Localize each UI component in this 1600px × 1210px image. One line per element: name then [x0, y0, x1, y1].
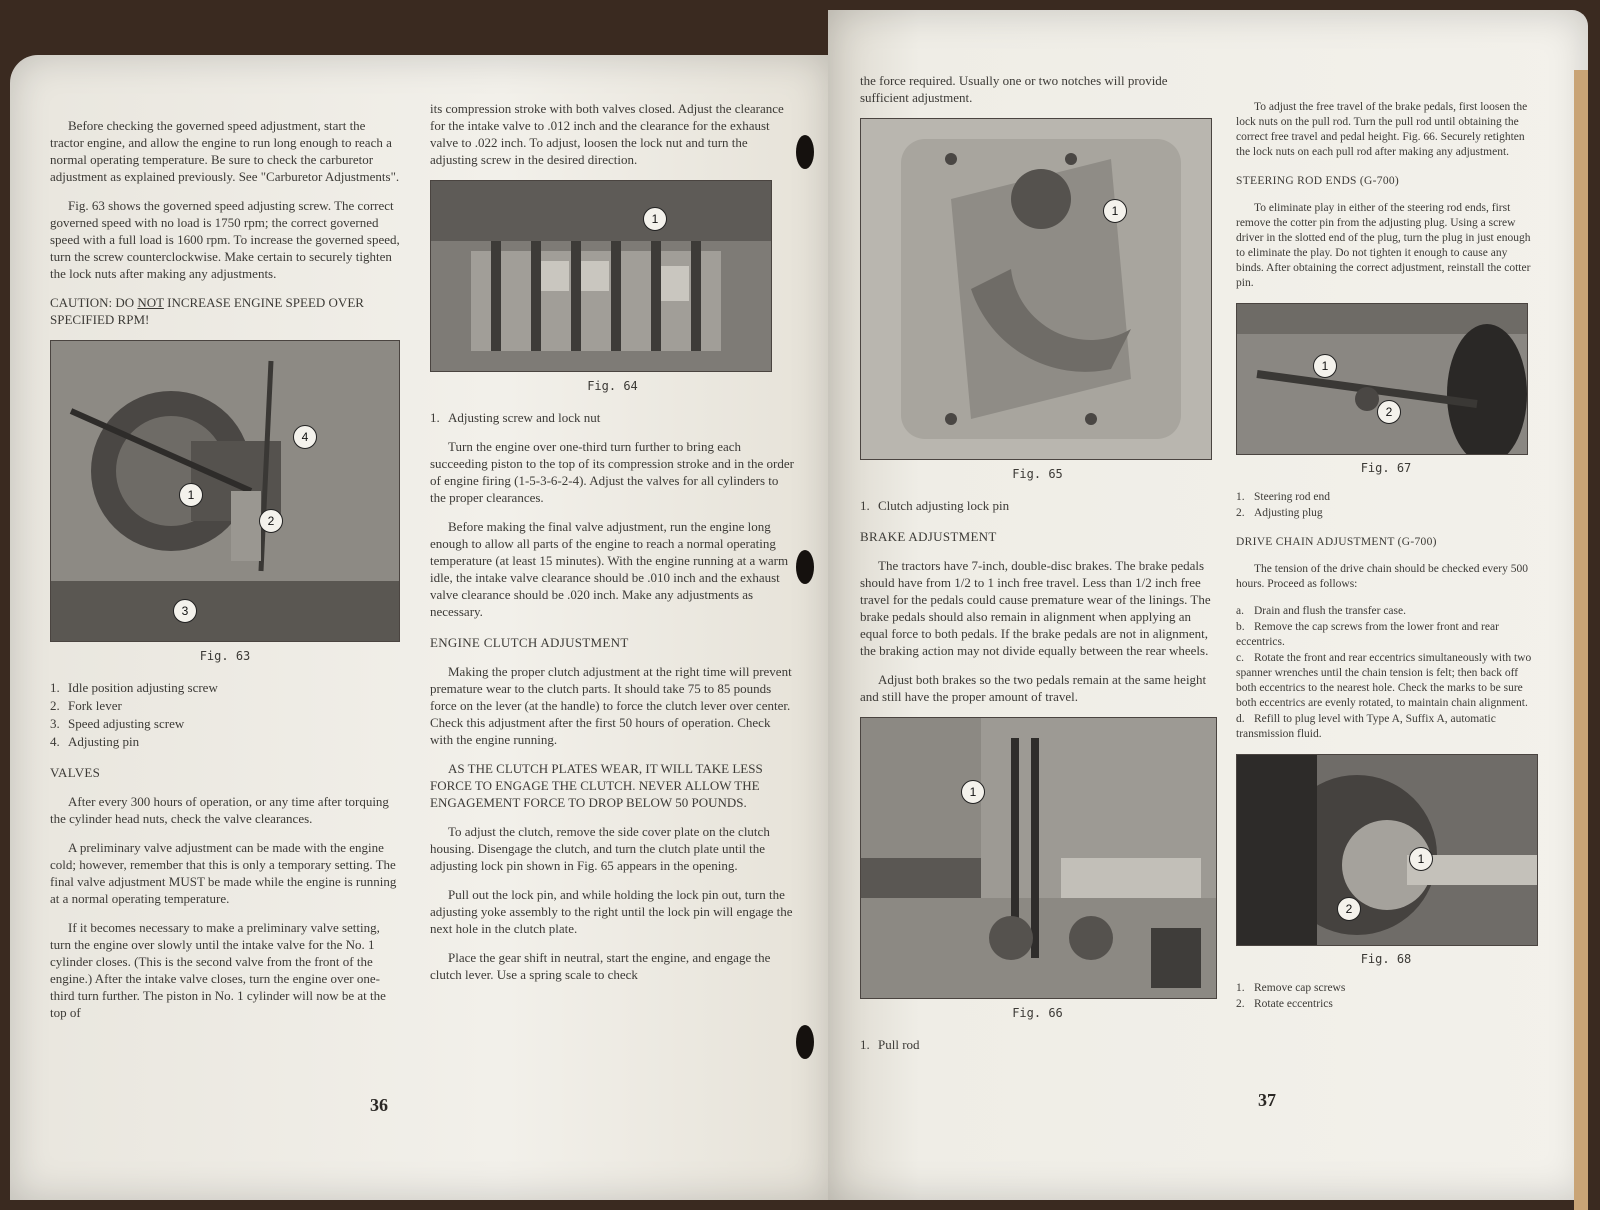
section-heading-brake: BRAKE ADJUSTMENT	[860, 529, 997, 544]
legend-item	[50, 697, 400, 714]
fig-68-callout: 2	[1337, 897, 1361, 921]
fig-66-legend	[860, 1036, 1215, 1053]
paragraph: The tractors have 7-inch, double-disc brakes. The brake pedals should have from 1/2 to 1 inch free travel. Less than 1/2 inch free travel for the pedals could cause premature wear of the linings. The brake pedals should also remain in alignment when applying an equal force to both pedals. If the brake pedals are not in alignment, the braking action may not divide equally between the rear wheels.	[860, 558, 1211, 658]
section-heading-valves: VALVES	[50, 765, 101, 780]
fig-68-photo	[1236, 754, 1538, 946]
caution-text: INCREASE ENGINE SPEED OVER SPECIFIED RPM!	[50, 295, 364, 327]
fig-67-image	[1237, 304, 1527, 454]
fig-63-callout: 4	[293, 425, 317, 449]
binding-hole	[796, 1025, 814, 1059]
step-item	[1236, 604, 1536, 619]
legend-item	[1236, 997, 1536, 1012]
legend-item	[50, 679, 400, 696]
legend-item	[1236, 981, 1536, 996]
binding-hole	[796, 135, 814, 169]
legend-item	[1236, 506, 1536, 521]
fig-68-image	[1237, 755, 1537, 945]
step-letter: d.	[1236, 713, 1245, 725]
fig-65-callout: 1	[1103, 199, 1127, 223]
legend-text: Adjusting pin	[68, 734, 140, 749]
legend-text: Idle position adjusting screw	[68, 680, 218, 695]
fig-64-callout: 1	[643, 207, 667, 231]
procedure-steps	[1236, 604, 1536, 742]
paragraph: Turn the engine over one-third turn further to bring each succeeding piston to the top of its compression stroke and in the order of engine firing (1-5-3-6-2-4). Adjust the valves for all cylinders to the proper clearances.	[430, 439, 794, 505]
paragraph: the force required. Usually one or two notches will provide sufficient adjustment.	[860, 73, 1168, 105]
legend-text: Adjusting screw and lock nut	[448, 410, 601, 425]
fig-65-caption: Fig. 65	[1012, 467, 1063, 481]
step-text: Rotate the front and rear eccentrics simultaneously with two spanner wrenches until the chain tension is felt; then back off both eccentrics to the nearest hole. Check the marks to be sure both eccentrics are evenly rotated, to maintain chain alignment.	[1236, 652, 1532, 709]
paragraph: its compression stroke with both valves closed. Adjust the clearance for the intake valve to .012 inch and the clearance for the exhaust valve to .022 inch. To adjust, loosen the lock nut and turn the adjusting screw in the desired direction.	[430, 101, 784, 167]
paragraph: Pull out the lock pin, and while holding the lock pin out, turn the adjusting yoke assembly to the right until the lock pin will engage the next hole in the clutch plate.	[430, 887, 793, 936]
paragraph: Place the gear shift in neutral, start the engine, and engage the clutch lever. Use a spring scale to check	[430, 950, 771, 982]
legend-text: Fork lever	[68, 698, 122, 713]
caution-underlined: NOT	[137, 295, 164, 310]
fig-64-legend	[430, 409, 795, 426]
step-item	[1236, 651, 1536, 711]
fig-68-caption: Fig. 68	[1360, 952, 1412, 966]
step-item	[1236, 712, 1536, 742]
fig-63-callout: 3	[173, 599, 197, 623]
paragraph: To eliminate play in either of the steering rod ends, first remove the cotter pin from the adjusting plug. Using a screw driver in the slotted end of the plug, turn the plug in just enough to eliminate the play. Do not tighten it enough to cause any binds. After obtaining the correct adjustment, reinstall the cotter pin.	[1236, 202, 1531, 289]
section-heading-drive-chain: DRIVE CHAIN ADJUSTMENT (G-700)	[1236, 536, 1437, 548]
caution-note	[50, 294, 400, 328]
fig-65-legend	[860, 497, 1215, 514]
legend-text: Pull rod	[878, 1037, 920, 1052]
fig-63-photo	[50, 340, 400, 642]
paragraph: If it becomes necessary to make a preliminary valve setting, turn the engine over slowly until the intake valve for the No. 1 cylinder closes. (This is the second valve from the front of the engine.) After the intake valve closes, turn the engine over one-third turn further. The piston in No. 1 cylinder will now be at the top of	[50, 920, 386, 1020]
binding-hole	[796, 550, 814, 584]
paragraph: To adjust the free travel of the brake pedals, first loosen the lock nuts on the pull rod. Turn the pull rod until obtaining the correct free travel and pedal height. Fig. 66. Securely retighten the lock nuts on each pull rod after making any adjustment.	[1236, 101, 1528, 158]
legend-text: Remove cap screws	[1254, 982, 1346, 994]
step-letter: c.	[1236, 652, 1244, 664]
fig-68-legend	[1236, 981, 1536, 1012]
caution-text: CAUTION: DO	[50, 295, 138, 310]
legend-number: 1.	[860, 1037, 870, 1052]
right-column-1	[860, 72, 1215, 1065]
step-text: Remove the cap screws from the lower front and rear eccentrics.	[1236, 621, 1499, 648]
step-letter: b.	[1236, 621, 1245, 633]
legend-number: 1.	[50, 680, 60, 695]
paragraph: To adjust the clutch, remove the side cover plate on the clutch housing. Disengage the clutch, and turn the clutch plate until the adjusting lock pin shown in Fig. 65 appears in the opening.	[430, 824, 770, 873]
fig-63-callout: 2	[259, 509, 283, 533]
fig-63-legend	[50, 679, 400, 750]
step-item	[1236, 620, 1536, 650]
fig-66-caption: Fig. 66	[1012, 1006, 1063, 1020]
legend-number: 4.	[50, 734, 60, 749]
legend-item	[50, 733, 400, 750]
fig-64-photo	[430, 180, 772, 372]
page-number: 37	[1258, 1090, 1276, 1110]
fig-63-image	[51, 341, 399, 641]
fig-63-callout: 1	[179, 483, 203, 507]
page-edge	[1574, 70, 1588, 1210]
fig-67-callout: 1	[1313, 354, 1337, 378]
fig-67-caption: Fig. 67	[1360, 461, 1412, 475]
legend-number: 1.	[430, 410, 440, 425]
legend-number: 1.	[1236, 491, 1245, 503]
legend-text: Clutch adjusting lock pin	[878, 498, 1010, 513]
left-page	[10, 55, 830, 1200]
legend-item	[1236, 490, 1536, 505]
legend-text: Steering rod end	[1254, 491, 1331, 503]
right-page	[828, 10, 1588, 1200]
legend-text: Speed adjusting screw	[68, 716, 185, 731]
paragraph: Before checking the governed speed adjustment, start the tractor engine, and allow the engine to run long enough to reach a normal operating temperature. Be sure to check the carburetor adjustment as explained previously. See "Carburetor Adjustments".	[50, 118, 400, 184]
legend-item	[860, 497, 1215, 514]
warning-paragraph: AS THE CLUTCH PLATES WEAR, IT WILL TAKE LESS FORCE TO ENGAGE THE CLUTCH. NEVER ALLOW THE ENGAGEMENT FORCE TO DROP BELOW 50 POUNDS.	[430, 761, 763, 810]
fig-66-callout: 1	[961, 780, 985, 804]
legend-number: 2.	[1236, 507, 1245, 519]
section-heading-clutch: ENGINE CLUTCH ADJUSTMENT	[430, 635, 629, 650]
fig-65-photo	[860, 118, 1212, 460]
section-heading-steering: STEERING ROD ENDS (G-700)	[1236, 175, 1400, 187]
legend-number: 2.	[1236, 998, 1245, 1010]
paragraph: A preliminary valve adjustment can be made with the engine cold; however, remember that this is only a temporary setting. The final valve adjustment MUST be made while the engine is running at a normal operating temperature.	[50, 840, 397, 906]
fig-67-photo	[1236, 303, 1528, 455]
step-letter: a.	[1236, 605, 1244, 617]
legend-item	[430, 409, 795, 426]
legend-text: Adjusting plug	[1254, 507, 1323, 519]
fig-68-callout: 1	[1409, 847, 1433, 871]
legend-number: 1.	[860, 498, 870, 513]
legend-number: 1.	[1236, 982, 1245, 994]
paragraph: After every 300 hours of operation, or any time after torquing the cylinder head nuts, check the valve clearances.	[50, 794, 389, 826]
fig-67-callout: 2	[1377, 400, 1401, 424]
step-text: Refill to plug level with Type A, Suffix A, automatic transmission fluid.	[1236, 713, 1496, 740]
legend-number: 3.	[50, 716, 60, 731]
fig-64-caption: Fig. 64	[587, 379, 638, 393]
step-text: Drain and flush the transfer case.	[1254, 605, 1406, 617]
paragraph: Before making the final valve adjustment, run the engine long enough to allow all parts of the engine to reach a normal operating temperature (at least 15 minutes). With the engine running at a warm idle, the intake valve clearance should be .010 inch and the exhaust valve clearance should be .020 inch. Make any adjustments as necessary.	[430, 519, 789, 619]
paragraph: Fig. 63 shows the governed speed adjusting screw. The correct governed speed with no load is 1750 rpm; the correct governed speed with a full load is 1600 rpm. To increase the governed speed, turn the screw counterclockwise. Make certain to securely tighten the lock nuts after making any adjustments.	[50, 198, 400, 281]
left-column-1	[50, 117, 400, 1033]
paragraph: Adjust both brakes so the two pedals remain at the same height and still have the proper amount of travel.	[860, 672, 1207, 704]
paragraph: The tension of the drive chain should be checked every 500 hours. Proceed as follows:	[1236, 563, 1528, 590]
page-number: 36	[370, 1095, 388, 1115]
fig-66-image	[861, 718, 1216, 998]
fig-66-photo	[860, 717, 1217, 999]
legend-text: Rotate eccentrics	[1254, 998, 1333, 1010]
left-column-2	[430, 100, 795, 995]
fig-65-image	[861, 119, 1211, 459]
fig-64-image	[431, 181, 771, 371]
paragraph: Making the proper clutch adjustment at the right time will prevent premature wear to the clutch parts. It should take 75 to 85 pounds force on the lever (at the handle) to force the clutch lever over center. Check this adjustment after the first 50 hours of operation. Check with the engine running.	[430, 664, 792, 747]
fig-67-legend	[1236, 490, 1536, 521]
right-column-2	[1236, 100, 1536, 1024]
legend-item	[50, 715, 400, 732]
fig-63-caption: Fig. 63	[199, 649, 251, 663]
legend-number: 2.	[50, 698, 60, 713]
legend-item	[860, 1036, 1215, 1053]
